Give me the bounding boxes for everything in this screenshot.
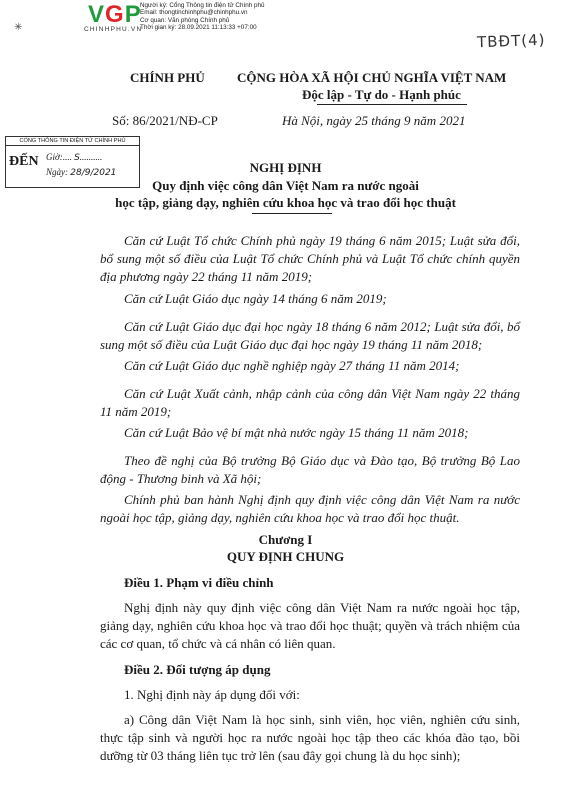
article-2-item-a: a) Công dân Việt Nam là học sinh, sinh viên, học viên, nghiên cứu sinh, thực tập sinh và người học ra nước ngoài học tập theo các khóa đào tạo, bồi dưỡng từ 03 tháng liên tục trở lên (sau đây gọi chung là du học sinh); [100, 712, 520, 763]
preamble-8: Chính phủ ban hành Nghị định quy định việc công dân Việt Nam ra nước ngoài học tập, giảng dạy, nghiên cứu khoa học và trao đổi học thuật. [100, 492, 520, 525]
stamp-number: Giờ:.... S.......... [46, 152, 103, 163]
vgp-logo: VGP [88, 1, 142, 28]
preamble-6: Căn cứ Luật Bảo vệ bí mật nhà nước ngày 15 tháng 11 năm 2018; [124, 425, 469, 440]
preamble-1: Căn cứ Luật Tổ chức Chính phủ ngày 19 tháng 6 năm 2015; Luật sửa đổi, bổ sung một số điều của Luật Tổ chức Chính phủ và Luật Tổ chức chính quyền địa phương ngày 22 tháng 11 năm 2019; [100, 233, 520, 284]
document-number: Số: 86/2021/NĐ-CP [112, 113, 218, 128]
title-underline [252, 213, 332, 214]
issuer-name: CHÍNH PHỦ [130, 70, 205, 85]
preamble-3: Căn cứ Luật Giáo dục đại học ngày 18 tháng 6 năm 2012; Luật sửa đổi, bổ sung một số điều của Luật Giáo dục đại học ngày 19 tháng 11 năm 2018; [100, 319, 520, 352]
stamp-den-label: ĐẾN [9, 154, 39, 169]
handwritten-note: TBĐT(4) [476, 30, 546, 52]
preamble-4: Căn cứ Luật Giáo dục nghề nghiệp ngày 27 tháng 11 năm 2014; [124, 358, 460, 373]
signature-time: Thời gian ký: 28.09.2021 11:13:33 +07:00 [140, 24, 257, 32]
stamp-date: Ngày: 28/9/2021 [46, 167, 117, 178]
article-1-heading: Điều 1. Phạm vi điều chỉnh [124, 575, 274, 590]
article-2-item-1: 1. Nghị định này áp dụng đối với: [124, 687, 300, 702]
scan-mark-icon: ✳ [14, 22, 23, 33]
preamble-2: Căn cứ Luật Giáo dục ngày 14 tháng 6 năm 2019; [124, 291, 387, 306]
motto-underline [317, 104, 467, 105]
chapter-name: QUY ĐỊNH CHUNG [226, 549, 345, 564]
stamp-header: CỔNG THÔNG TIN ĐIỆN TỬ CHÍNH PHỦ [6, 137, 139, 146]
national-motto: Độc lập - Tự do - Hạnh phúc [302, 87, 461, 102]
document-type: NGHỊ ĐỊNH [249, 160, 322, 175]
preamble-7: Theo đề nghị của Bộ trưởng Bộ Giáo dục và Đào tạo, Bộ trưởng Bộ Lao động - Thương binh và Xã hội; [100, 453, 520, 486]
place-date: Hà Nội, ngày 25 tháng 9 năm 2021 [282, 113, 466, 128]
signature-email: Email: thongtinchinhphu@chinhphu.vn [140, 9, 248, 17]
chapter-number: Chương I [258, 532, 313, 547]
signature-agency: Cơ quan: Văn phòng Chính phủ [140, 16, 230, 24]
preamble-5: Căn cứ Luật Xuất cảnh, nhập cảnh của công dân Việt Nam ngày 22 tháng 11 năm 2019; [100, 386, 520, 419]
logo-subtitle: CHINHPHU.VN [84, 26, 143, 33]
article-2-heading: Điều 2. Đối tượng áp dụng [124, 662, 271, 677]
digital-signature [140, 2, 264, 32]
document-title-line1: Quy định việc công dân Việt Nam ra nước ngoài [152, 178, 419, 193]
document-title-line2: học tập, giảng dạy, nghiên cứu khoa học và trao đổi học thuật [115, 195, 456, 210]
article-1-text: Nghị định này quy định việc công dân Việt Nam ra nước ngoài học tập, giảng dạy, nghiên cứu khoa học và trao đổi học thuật; quyền và trách nhiệm của các cơ quan, tổ chức và cá nhân có liên quan. [100, 600, 520, 651]
signature-signer: Người ký: Cổng Thông tin điện tử Chính phủ [140, 2, 265, 9]
national-title: CỘNG HÒA XÃ HỘI CHỦ NGHĨA VIỆT NAM [237, 70, 507, 85]
